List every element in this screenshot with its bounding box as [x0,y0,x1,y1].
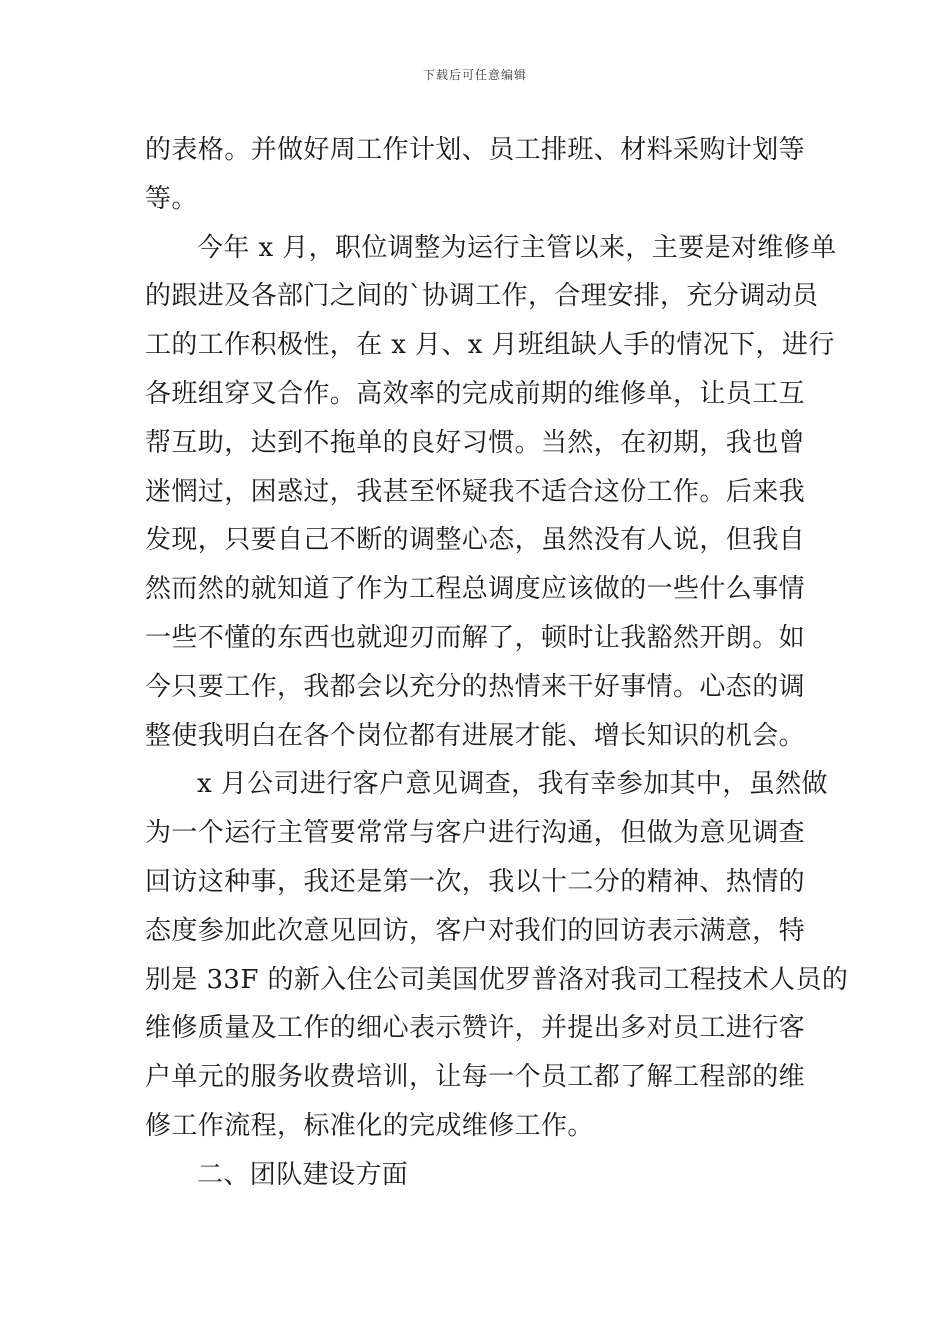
paragraph-start-line: x 月公司进行客户意见调查，我有幸参加其中，虽然做 [197,769,828,800]
text-line: 态度参加此次意见回访，客户对我们的回访表示满意，特 [145,915,806,946]
text-line: 为一个运行主管要常常与客户进行沟通，但做为意见调查 [145,818,806,849]
text-line: 今只要工作，我都会以充分的热情来干好事情。心态的调 [145,671,806,702]
text-line: 别是 33F 的新入住公司美国优罗普洛对我司工程技术人员的 [145,964,849,995]
text-line: 回访这种事，我还是第一次，我以十二分的精神、热情的 [145,866,806,897]
paragraph-start-line: 今年 x 月，职位调整为运行主管以来，主要是对维修单 [197,232,837,263]
text-line: 帮互助，达到不拖单的良好习惯。当然，在初期，我也曾 [145,427,806,458]
text-line: 整使我明白在各个岗位都有进展才能、增长知识的机会。 [145,720,806,751]
text-line: 的表格。并做好周工作计划、员工排班、材料采购计划等 [145,135,806,165]
text-line: 等。 [145,183,198,214]
text-line: 迷惘过，困惑过，我甚至怀疑我不适合这份工作。后来我 [145,476,806,507]
section-heading: 二、团队建设方面 [197,1159,409,1190]
text-line: 修工作流程，标准化的完成维修工作。 [145,1110,594,1141]
text-line: 一些不懂的东西也就迎刃而解了，顿时让我豁然开朗。如 [145,622,806,653]
page-header: 下载后可任意编辑 [422,68,527,82]
text-line: 发现，只要自己不断的调整心态，虽然没有人说，但我自 [145,525,806,556]
text-line: 的跟进及各部门之间的`协调工作，合理安排，充分调动员 [145,281,819,312]
text-line: 工的工作积极性，在 x 月、x 月班组缺人手的情况下，进行 [145,330,835,361]
text-line: 维修质量及工作的细心表示赞许，并提出多对员工进行客 [145,1013,806,1044]
text-line: 然而然的就知道了作为工程总调度应该做的一些什么事情 [145,574,806,605]
document-body [145,126,849,1200]
text-line: 各班组穿叉合作。高效率的完成前期的维修单，让员工互 [145,378,806,409]
text-line: 户单元的服务收费培训，让每一个员工都了解工程部的维 [145,1062,806,1093]
